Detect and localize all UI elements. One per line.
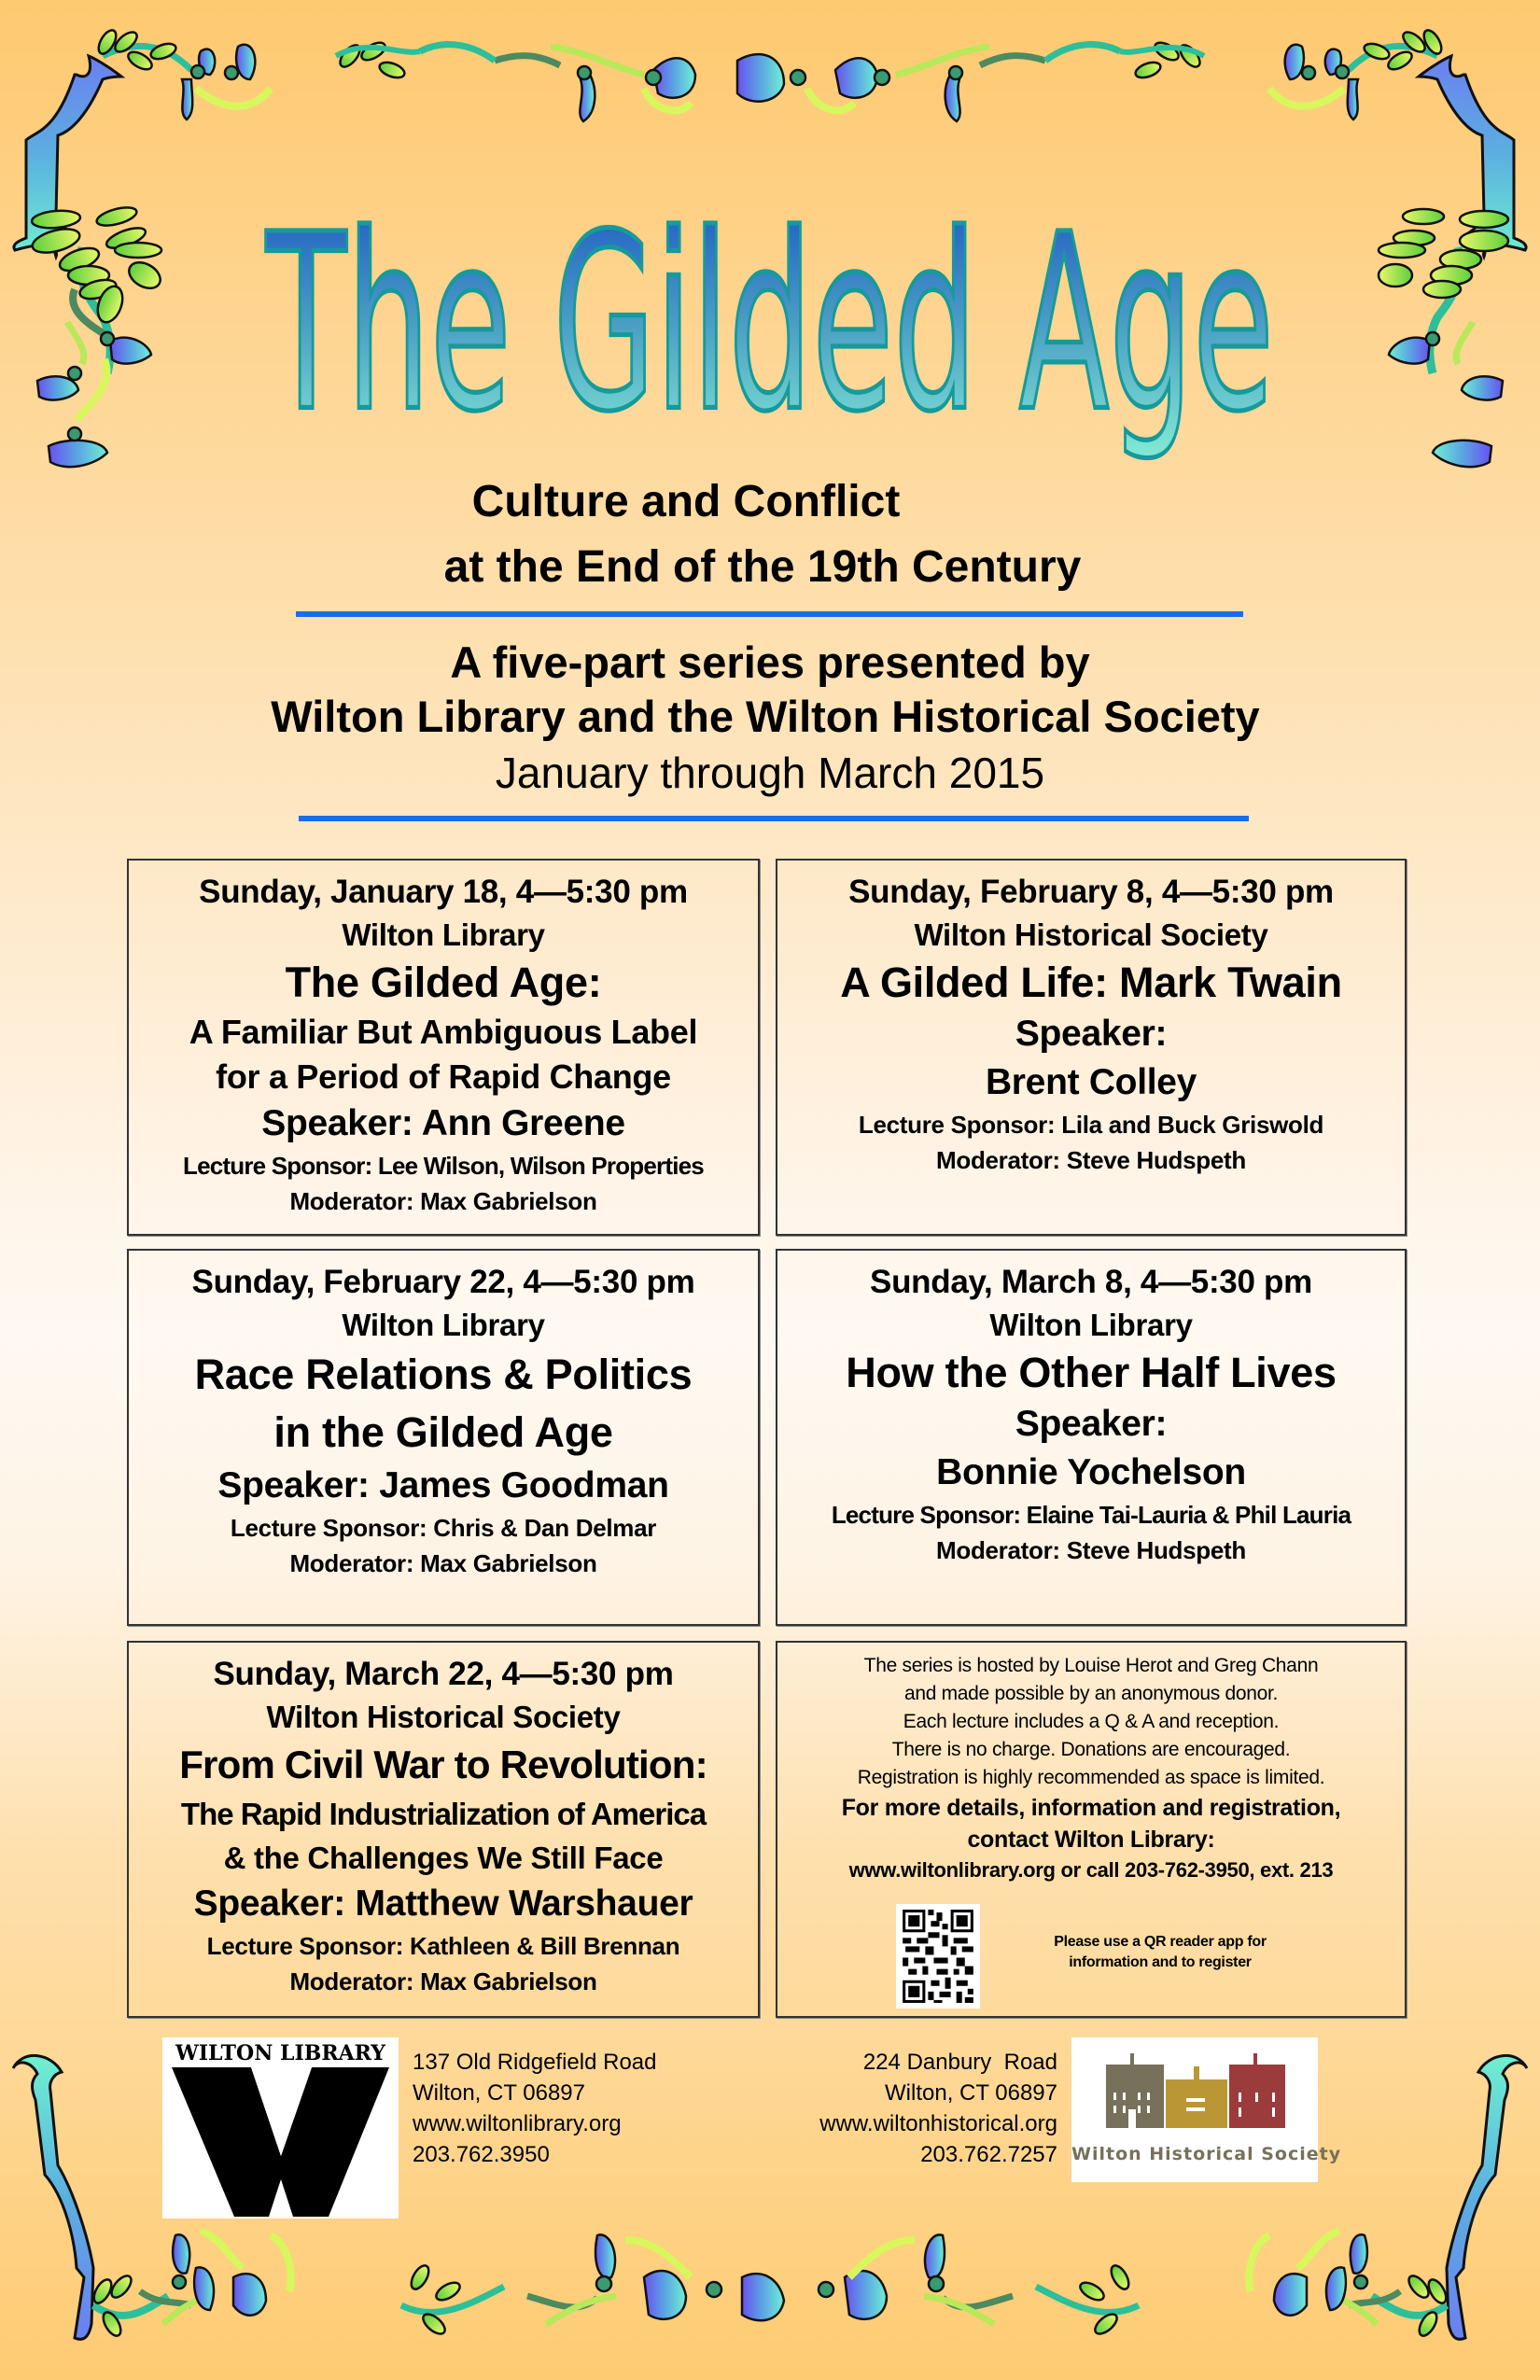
info-line: There is no charge. Donations are encouraged. bbox=[891, 1739, 1291, 1760]
event-sponsor: Lecture Sponsor: Chris & Dan Delmar bbox=[230, 1514, 657, 1542]
library-w-mark-icon bbox=[172, 2067, 389, 2217]
event-moderator: Moderator: Max Gabrielson bbox=[289, 1187, 597, 1215]
event-card-5 bbox=[127, 1641, 760, 2018]
society-street: 224 Danbury Road bbox=[862, 2050, 1057, 2075]
frame-bottom-left bbox=[13, 2055, 93, 2339]
society-logo-text: Wilton Historical Society bbox=[1071, 2144, 1342, 2164]
event-location: Wilton Library bbox=[342, 917, 545, 952]
event-sponsor: Lecture Sponsor: Elaine Tai-Lauria & Phil Lauria bbox=[831, 1501, 1351, 1529]
poster-title bbox=[233, 159, 1307, 467]
event-datetime: Sunday, February 22, 4—5:30 pm bbox=[191, 1264, 695, 1300]
event-subtitle: & the Challenges We Still Face bbox=[223, 1841, 664, 1875]
event-speaker-label: Speaker: bbox=[1015, 1404, 1168, 1444]
event-datetime: Sunday, January 18, 4—5:30 pm bbox=[199, 874, 688, 910]
subtitle-line-1: Culture and Conflict bbox=[471, 477, 901, 526]
event-location: Wilton Library bbox=[342, 1308, 545, 1342]
event-sponsor: Lecture Sponsor: Lila and Buck Griswold bbox=[858, 1111, 1324, 1139]
frame-bottom-right bbox=[1447, 2055, 1527, 2339]
event-sponsor: Lecture Sponsor: Kathleen & Bill Brennan bbox=[206, 1932, 680, 1960]
event-subtitle: The Rapid Industrialization of America bbox=[180, 1797, 707, 1831]
library-address bbox=[413, 2047, 657, 2170]
society-website[interactable]: www.wiltonhistorical.org bbox=[819, 2111, 1057, 2136]
historic-houses-icon bbox=[1104, 2051, 1291, 2131]
divider-rule-top bbox=[296, 611, 1243, 617]
library-logo-text: WILTON LIBRARY bbox=[175, 2041, 385, 2065]
event-card-1 bbox=[127, 859, 760, 1236]
wilton-historical-society-logo bbox=[1071, 2037, 1342, 2182]
info-line: The series is hosted by Louise Herot and Greg Chann bbox=[863, 1655, 1319, 1676]
event-title: How the Other Half Lives bbox=[846, 1349, 1337, 1396]
event-title: Race Relations & Politics bbox=[194, 1351, 693, 1398]
subtitle-line-2: at the End of the 19th Century bbox=[443, 542, 1082, 592]
date-range: January through March 2015 bbox=[495, 749, 1045, 797]
historical-society-address bbox=[819, 2047, 1057, 2170]
contact-line: contact Wilton Library: bbox=[967, 1827, 1215, 1853]
series-line-2: Wilton Library and the Wilton Historical Society bbox=[271, 692, 1260, 741]
event-title: A Gilded Life: Mark Twain bbox=[840, 959, 1342, 1006]
divider-rule-bottom bbox=[299, 816, 1249, 821]
top-center-flowers bbox=[336, 39, 1204, 121]
title-text: The Gilded Age bbox=[265, 182, 1275, 466]
library-phone: 203.762.3950 bbox=[413, 2142, 550, 2167]
event-card-4 bbox=[776, 1249, 1407, 1626]
qr-code-icon[interactable] bbox=[896, 1904, 980, 2009]
info-line: Registration is highly recommended as space is limited. bbox=[857, 1767, 1325, 1788]
event-location: Wilton Library bbox=[989, 1308, 1193, 1342]
hanging-flowers-left bbox=[37, 289, 151, 467]
event-moderator: Moderator: Max Gabrielson bbox=[289, 1549, 597, 1577]
event-location: Wilton Historical Society bbox=[914, 917, 1268, 952]
vine-right bbox=[1379, 209, 1508, 467]
event-sponsor: Lecture Sponsor: Lee Wilson, Wilson Properties bbox=[183, 1152, 704, 1180]
library-city: Wilton, CT 06897 bbox=[413, 2080, 585, 2106]
contact-website-phone[interactable]: www.wiltonlibrary.org or call 203-762-3950, ext. 213 bbox=[848, 1858, 1334, 1882]
event-datetime: Sunday, March 8, 4—5:30 pm bbox=[870, 1264, 1312, 1300]
library-website[interactable]: www.wiltonlibrary.org bbox=[413, 2111, 622, 2136]
series-line-1: A five-part series presented by bbox=[450, 637, 1090, 687]
event-location: Wilton Historical Society bbox=[266, 1700, 621, 1734]
event-speaker: Speaker: Ann Greene bbox=[261, 1103, 625, 1143]
society-city: Wilton, CT 06897 bbox=[885, 2080, 1057, 2106]
event-speaker: Brent Colley bbox=[985, 1062, 1197, 1102]
event-title: From Civil War to Revolution: bbox=[179, 1743, 707, 1786]
event-card-3 bbox=[127, 1249, 760, 1626]
event-datetime: Sunday, March 22, 4—5:30 pm bbox=[213, 1656, 674, 1692]
library-street: 137 Old Ridgefield Road bbox=[413, 2050, 657, 2075]
event-speaker: Bonnie Yochelson bbox=[936, 1452, 1246, 1492]
event-speaker: Speaker: Matthew Warshauer bbox=[193, 1883, 693, 1924]
event-datetime: Sunday, February 8, 4—5:30 pm bbox=[848, 874, 1334, 910]
event-title: in the Gilded Age bbox=[273, 1408, 613, 1456]
info-line: Each lecture includes a Q & A and reception. bbox=[903, 1711, 1280, 1732]
series-info-box bbox=[776, 1641, 1407, 2018]
society-phone: 203.762.7257 bbox=[920, 2142, 1057, 2167]
event-speaker: Speaker: James Goodman bbox=[217, 1465, 669, 1505]
event-speaker-label: Speaker: bbox=[1015, 1014, 1168, 1054]
wilton-library-logo bbox=[162, 2037, 399, 2219]
event-moderator: Moderator: Steve Hudspeth bbox=[936, 1536, 1246, 1564]
event-moderator: Moderator: Max Gabrielson bbox=[289, 1967, 597, 1995]
event-title: The Gilded Age: bbox=[285, 959, 602, 1006]
event-subtitle: A Familiar But Ambiguous Label bbox=[189, 1013, 698, 1051]
bottom-center-flowers bbox=[401, 2234, 1139, 2337]
contact-line: For more details, information and registration, bbox=[841, 1795, 1341, 1821]
event-subtitle: for a Period of Rapid Change bbox=[216, 1057, 671, 1096]
qr-instruction: information and to register bbox=[1069, 1954, 1252, 1970]
qr-instruction: Please use a QR reader app for bbox=[1054, 1934, 1267, 1950]
event-moderator: Moderator: Steve Hudspeth bbox=[936, 1146, 1246, 1174]
info-line: and made possible by an anonymous donor. bbox=[903, 1683, 1279, 1704]
event-card-2 bbox=[776, 859, 1407, 1236]
